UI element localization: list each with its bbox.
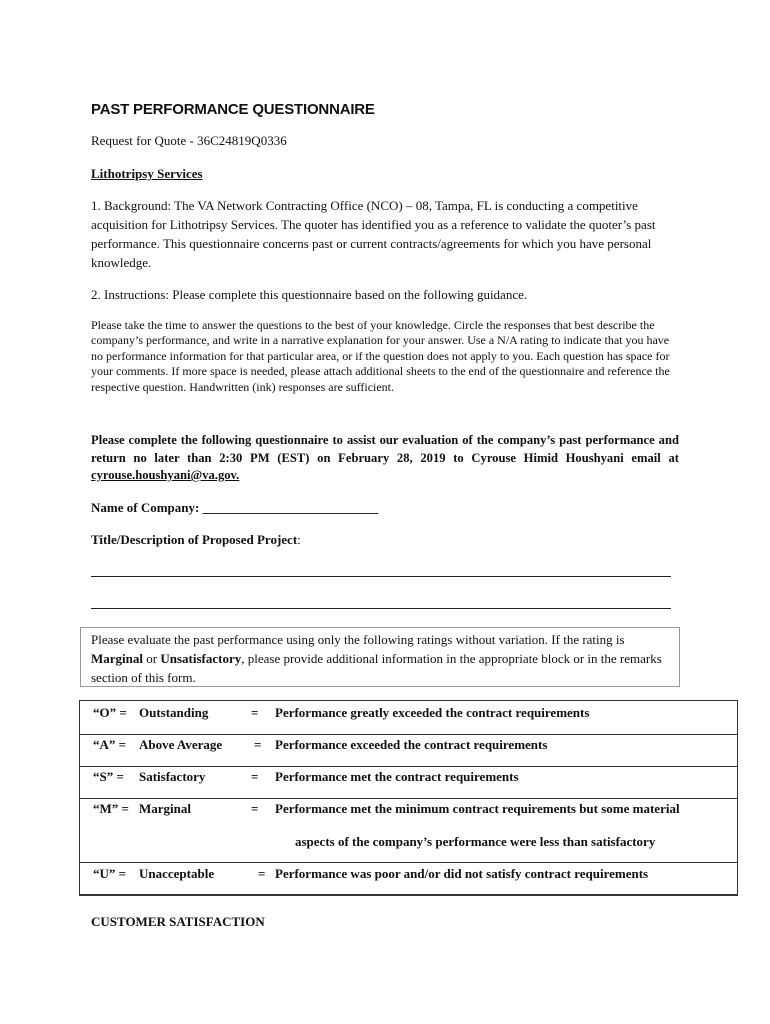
instructions-paragraph: 2. Instructions: Please complete this questionnaire based on the following guidance. [91,287,528,302]
rating-code: “U” = [93,866,127,881]
rating-name: Satisfactory [139,769,206,784]
rating-description: Performance was poor and/or did not satisfy contract requirements [275,866,649,881]
rating-equals: = [251,705,259,720]
ratings-divider [80,798,737,799]
project-title-field [91,530,301,549]
rfq-number: Request for Quote - 36C24819Q0336 [91,133,287,148]
ratings-divider [80,766,737,767]
project-description-line-1[interactable] [91,576,671,577]
rating-description: Performance exceeded the contract requirements [275,737,548,752]
rating-name: Marginal [139,801,191,816]
ratings-divider [80,862,737,863]
project-description-line-2[interactable] [91,608,671,609]
company-name-field[interactable] [91,498,378,517]
evaluation-note-or: or [143,651,161,666]
evaluation-note-unsatisfactory: Unsatisfactory [160,651,242,666]
rating-code: “M” = [93,801,129,816]
deadline-paragraph [91,432,679,485]
service-heading: Lithotripsy Services [91,166,203,181]
ratings-divider [80,734,737,735]
rating-name: Above Average [139,737,223,752]
guidance-paragraph: Please take the time to answer the questions to the best of your knowledge. Circle the responses that best describe the company’s performance, and write in a narrative explanation for your answer. Use a N/A rating to indicate that you have no performance information for that particular area, or if the question does not apply to you. Each question has space for your comments. If more space is needed, please attach additional sheets to the end of the questionnaire and reference the respective question. Handwritten (ink) responses are sufficient. [91,318,670,394]
rating-description: Performance met the minimum contract requirements but some material [275,801,680,816]
customer-satisfaction-heading: CUSTOMER SATISFACTION [91,914,265,929]
contact-email-link[interactable]: cyrouse.houshyani@va.gov. [91,468,240,482]
rating-equals: = [254,737,262,752]
rating-code: “O” = [93,705,127,720]
background-paragraph: 1. Background: The VA Network Contracting Office (NCO) – 08, Tampa, FL is conducting a competitive acquisition for Lithotripsy Services. The quoter has identified you as a reference to validate the quoter’s past performance. This questionnaire concerns past or current contracts/agreements for which you have personal knowledge. [91,198,656,270]
rating-description: Performance met the contract requirements [275,769,519,784]
ratings-table [79,700,738,896]
rating-equals: = [251,801,259,816]
evaluation-note-text: Please evaluate the past performance using only the following ratings without variation. If the rating is [91,632,625,647]
rating-description-continued: aspects of the company’s performance were less than satisfactory [295,834,656,849]
rating-name: Unacceptable [139,866,215,881]
page-title: PAST PERFORMANCE QUESTIONNAIRE [91,101,375,118]
rating-code: “S” = [93,769,124,784]
project-title-colon: : [297,532,301,547]
evaluation-note-marginal: Marginal [91,651,143,666]
company-name-blank[interactable]: ___________________________ [202,500,379,515]
rating-code: “A” = [93,737,127,752]
evaluation-note-box [80,627,680,687]
evaluation-note-text-2: , please provide additional information in the appropriate block or in the remarks section of this form. [91,651,662,685]
deadline-text: Please complete the following questionnaire to assist our evaluation of the company’s past performance and return no later than 2:30 PM (EST) on February 28, 2019 to Cyrouse Himid Houshyani email at [91,433,679,465]
rating-equals: = [258,866,266,881]
rating-equals: = [251,769,259,784]
project-title-label: Title/Description of Proposed Project [91,532,298,547]
rating-description: Performance greatly exceeded the contract requirements [275,705,590,720]
rating-name: Outstanding [139,705,209,720]
company-name-label: Name of Company: [91,500,200,515]
